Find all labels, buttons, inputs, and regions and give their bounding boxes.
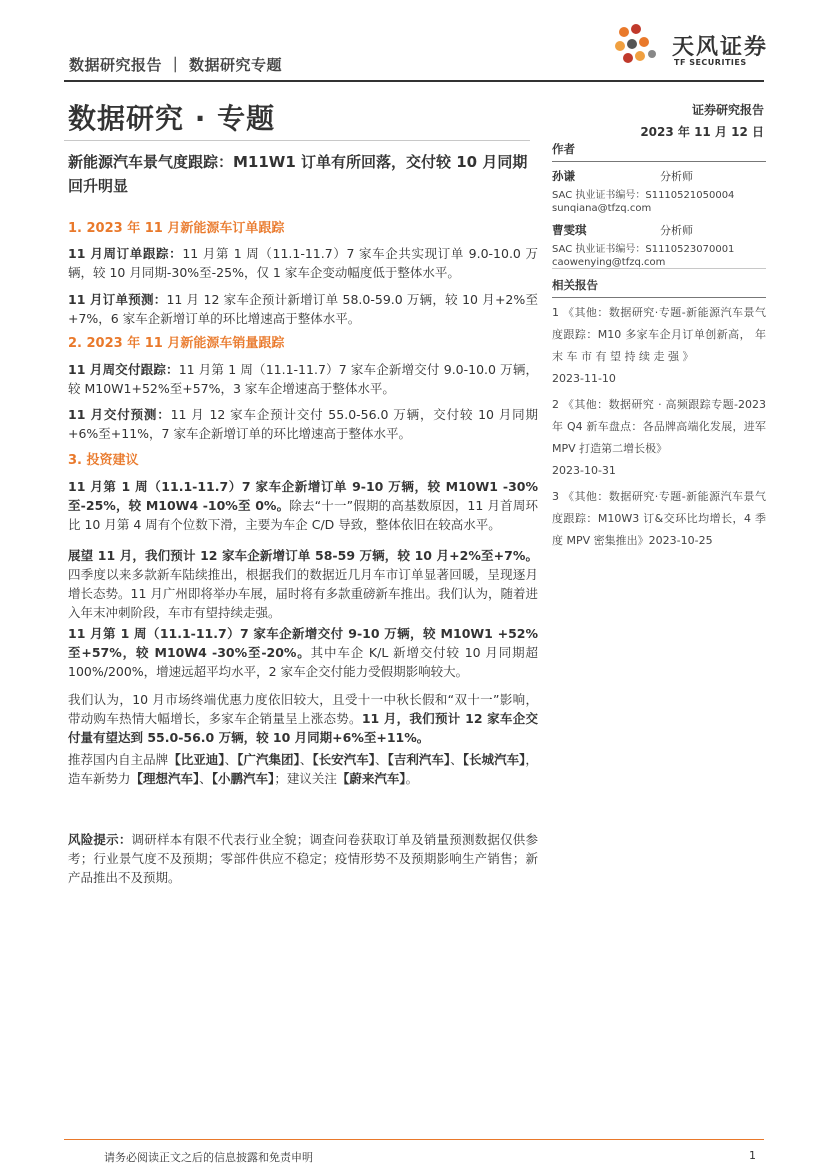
related-divider	[552, 297, 766, 298]
related-report-date: 2023-10-31	[552, 464, 616, 477]
report-series: 数据研究报告 ｜ 数据研究专题	[69, 56, 282, 74]
related-top-divider	[552, 268, 766, 269]
section-3-heading: 3. 投资建议	[68, 453, 139, 468]
footer-disclaimer[interactable]: 请务必阅读正文之后的信息披露和免责申明	[104, 1151, 313, 1164]
author-name: 孙谦	[552, 169, 575, 183]
brand-li-auto: 【理想汽车】	[130, 771, 200, 786]
report-subtitle: 新能源汽车景气度跟踪：M11W1 订单有所回落，交付较 10 月同期回升明显	[68, 153, 528, 195]
related-report-item[interactable]: 3 《其他：数据研究·专题-新能源汽车景气度跟踪：M10W3 订&交环比均增长，4 季度 MPV 密集推出》2023-10-25	[552, 490, 766, 547]
author-name: 曹雯琪	[552, 223, 587, 237]
related-report-date: 2023-11-10	[552, 372, 616, 385]
author-email[interactable]: caowenying@tfzq.com	[552, 257, 666, 268]
paragraph-invest-1: 11 月第 1 周（11.1-11.7）7 家车企新增订单 9-10 万辆，较 M10W1 -30%至-25%，较 M10W4 -10%至 0%。除去“十一”假期的高基数原因，11 月首周环比 10 月第 4 周有个位数下滑，主要为车企 C/D 导致，整体依旧在较高水平。	[68, 479, 538, 532]
related-heading: 相关报告	[552, 278, 598, 292]
logo-mark-icon	[610, 20, 670, 72]
brand-xpeng: 【小鹏汽车】	[211, 771, 275, 786]
header-divider	[64, 80, 764, 82]
page-number: 1	[749, 1149, 756, 1162]
footer-divider	[64, 1139, 764, 1140]
logo-text-cn: 天风证券	[672, 35, 769, 60]
report-type: 证券研究报告	[691, 103, 764, 117]
author-role: 分析师	[660, 224, 693, 237]
paragraph-weekly-delivery: 11 月周交付跟踪：11 月第 1 周（11.1-11.7）7 家车企新增交付 9.0-10.0 万辆，较 M10W1+52%至+57%，3 家车企增速高于整体水平。	[68, 362, 538, 396]
brand-changan: 【长安汽车】	[312, 752, 376, 767]
logo-text-en: TF SECURITIES	[674, 58, 747, 67]
page-title: 数据研究 · 专题	[68, 102, 276, 135]
related-report-item[interactable]: 1 《其他：数据研究·专题-新能源汽车景气度跟踪：M10 多家车企月订单创新高， 年 末 车 市 有 望 持 续 走 强 》	[552, 306, 766, 363]
brand-gac: 【广汽集团】	[237, 752, 300, 767]
section-1-heading: 1. 2023 年 11 月新能源车订单跟踪	[68, 221, 285, 236]
brand-geely: 【吉利汽车】	[387, 752, 451, 767]
authors-block	[552, 141, 766, 268]
related-reports-block	[552, 268, 766, 552]
author-cert: SAC 执业证书编号：S1110521050004	[552, 190, 735, 201]
author-row	[552, 168, 766, 184]
section-2-heading: 2. 2023 年 11 月新能源车销量跟踪	[68, 336, 285, 351]
author-cert: SAC 执业证书编号：S1110523070001	[552, 244, 735, 255]
title-divider	[64, 140, 530, 141]
paragraph-delivery-forecast: 11 月交付预测：11 月 12 家车企预计交付 55.0-56.0 万辆，交付较 10 月同期+6%至+11%，7 家车企新增订单的环比增速高于整体水平。	[68, 407, 538, 441]
report-date: 2023 年 11 月 12 日	[640, 125, 764, 139]
paragraph-order-forecast: 11 月订单预测：11 月 12 家车企预计新增订单 58.0-59.0 万辆，较 10 月+2%至+7%，6 家车企新增订单的环比增速高于整体水平。	[68, 292, 538, 326]
brand-nio: 【蔚来汽车】	[336, 771, 406, 786]
paragraph-risk: 风险提示：调研样本有限不代表行业全貌；调查问卷获取订单及销量预测数据仅供参考；行业景气度不及预期；零部件供应不稳定；疫情形势不及预期影响生产销售；新产品推出不及预期。	[68, 832, 538, 885]
brand-greatwall: 【长城汽车】	[462, 752, 526, 767]
paragraph-invest-3: 11 月第 1 周（11.1-11.7）7 家车企新增交付 9-10 万辆，较 M10W1 +52%至+57%，较 M10W4 -30%至-20%。其中车企 K/L 新增交付较 10 月同期超 100%/200%，增速远超平均水平，2 家车企交付能力受假期影响较大。	[68, 626, 538, 679]
related-report-item[interactable]: 2 《其他：数据研究 · 高频跟踪专题-2023 年 Q4 新车盘点：各品牌高端化发展，进军 MPV 打造第二增长极》	[552, 398, 766, 455]
authors-divider	[552, 161, 766, 162]
author-role: 分析师	[660, 170, 693, 183]
paragraph-recommendations: 推荐国内自主品牌【比亚迪】、【广汽集团】、【长安汽车】、【吉利汽车】、【长城汽车】，造车新势力【理想汽车】、【小鹏汽车】；建议关注【蔚来汽车】。	[68, 752, 538, 786]
paragraph-invest-2: 展望 11 月，我们预计 12 家车企新增订单 58-59 万辆，较 10 月+2%至+7%。四季度以来多款新车陆续推出，根据我们的数据近几月车市订单显著回暖，呈现逐月增长态势。11 月广州即将举办车展，届时将有多款重磅新车推出。我们认为，随着进入年末冲刺阶段，车市有望持续走强。	[68, 548, 538, 620]
author-email[interactable]: sunqiana@tfzq.com	[552, 203, 652, 214]
paragraph-weekly-orders: 11 月周订单跟踪：11 月第 1 周（11.1-11.7）7 家车企共实现订单 9.0-10.0 万辆，较 10 月同期-30%至-25%，仅 1 家车企变动幅度低于整体水平。	[68, 246, 538, 280]
author-row	[552, 222, 766, 238]
paragraph-invest-4: 我们认为，10 月市场终端优惠力度依旧较大，且受十一中秋长假和“双十一”影响，带动购车热情大幅增长，多家车企销量呈上涨态势。11 月，我们预计 12 家车企交付量有望达到 55.0-56.0 万辆，较 10 月同期+6%至+11%。	[68, 692, 538, 745]
brand-byd: 【比亚迪】	[168, 752, 225, 767]
authors-heading: 作者	[552, 142, 575, 156]
